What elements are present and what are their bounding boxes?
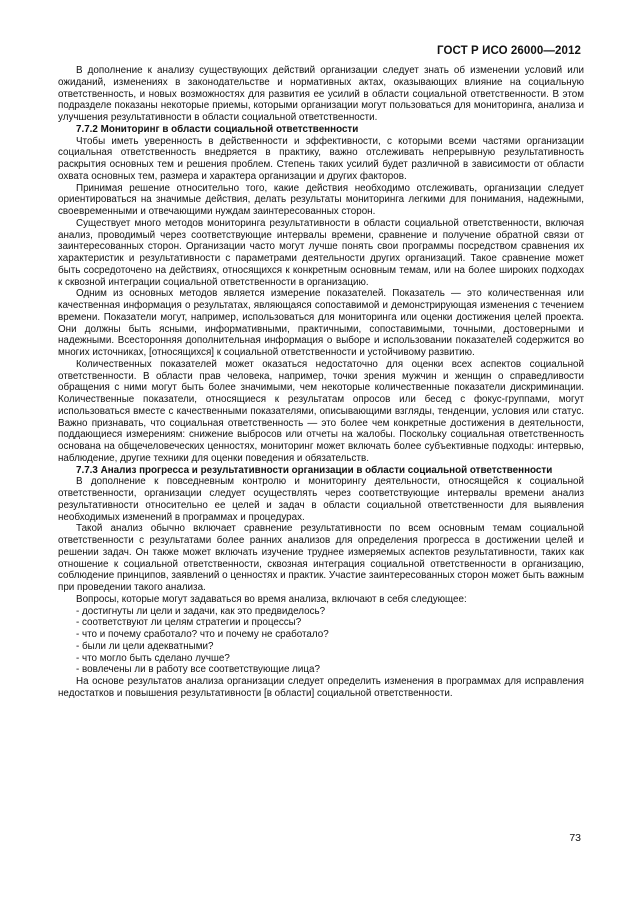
page-number: 73 bbox=[569, 832, 581, 844]
paragraph: Одним из основных методов является измерение показателей. Показатель — это количественная или качественная информация о результатах, являющаяся сопоставимой и демонстрирующая изменения с течением времени. Показатели могут, например, использоваться для мониторинга или оценки достижения целей проекта. Они должны быть ясными, информативными, практичными, сопоставимыми, точными, достоверными и надежными. Всесторонняя дополнительная информация о выборе и использовании показателей содержится во многих источниках, [относящихся] к социальной ответственности и устойчивому развитию. bbox=[58, 288, 584, 358]
intro-paragraph: В дополнение к анализу существующих действий организации следует знать об изменении условий или ожиданий, изменениях в законодательстве и нормативных актах, оказывающих влияние на социальную ответственность, и новых возможностях для развития ее усилий в области социальной ответственности. В этом подразделе показаны некоторые приемы, которыми организации могут пользоваться для мониторинга, анализа и улучшения результативности в области социальной ответственности. bbox=[58, 65, 584, 123]
list-item: - достигнуты ли цели и задачи, как это предвиделось? bbox=[76, 605, 326, 617]
paragraph: В дополнение к повседневным контролю и мониторингу деятельности, относящейся к социальной ответственности, организации следует осуществлять через соответствующие интервалы времени анализ результативности относительно ее целей и задач в области социальной ответственности для выявления необходимых изменений в программах и процедурах. bbox=[58, 476, 584, 523]
standard-header: ГОСТ Р ИСО 26000—2012 bbox=[436, 45, 581, 57]
list-item: - вовлечены ли в работу все соответствующие лица? bbox=[76, 664, 320, 676]
page-body bbox=[58, 65, 584, 700]
closing-paragraph: На основе результатов анализа организации следует определить изменения в программах для исправления недостатков и повышения результативности [в области] социальной ответственности. bbox=[58, 676, 584, 699]
paragraph: Вопросы, которые могут задаваться во время анализа, включают в себя следующее: bbox=[76, 593, 467, 605]
list-item: - что и почему сработало? что и почему не сработало? bbox=[76, 629, 329, 640]
questions-list bbox=[58, 606, 584, 677]
paragraph: Чтобы иметь уверенность в действенности и эффективности, с которыми всеми частями организации социальная ответственность внедряется в практику, важно отслеживать непрерывную результативность раскрытия основных тем и решения проблем. Степень таких усилий будет различной в зависимости от области охвата основных тем, размера и характера организации и других факторов. bbox=[58, 135, 584, 182]
paragraph: Такой анализ обычно включает сравнение результативности по всем основным темам социальной ответственности с результатами более ранних анализов для определения прогресса в достижении целей и решении задач. Он также может включать изучение труднее измеряемых аспектов результативности, таких как отношение к социальной ответственности, сквозная интеграция социальной ответственности в организацию, соблюдение принципов, заявлений о ценностях и практик. Участие заинтересованных сторон может быть важным при проведении такого анализа. bbox=[58, 523, 584, 593]
list-item: - были ли цели адекватными? bbox=[76, 640, 214, 652]
section-heading-7-7-3: 7.7.3 Анализ прогресса и результативности организации в области социальной ответственности bbox=[76, 464, 553, 476]
list-item: - что могло быть сделано лучше? bbox=[76, 652, 230, 664]
paragraph: Принимая решение относительно того, какие действия необходимо отслеживать, организации следует ориентироваться на значимые действия, делать результаты мониторинга легкими для понимания, надежными, своевременными и отвечающими нуждам заинтересованных сторон. bbox=[58, 182, 584, 217]
section-heading-7-7-2: 7.7.2 Мониторинг в области социальной ответственности bbox=[76, 123, 359, 135]
paragraph: Существует много методов мониторинга результативности в области социальной ответственности, включая анализ, проводимый через соответствующие интервалы времени, сравнение и получение обратной связи от заинтересованных сторон. Организации часто могут лучше понять свои программы посредством сравнения их характеристик и результативности с параметрами деятельности других организаций. Такое сравнение может быть сосредоточено на действиях, относящихся к конкретным основным темам, или на более широких подходах к сквозной интеграции социальной ответственности в организацию. bbox=[58, 217, 584, 288]
list-item: - соответствуют ли целям стратегии и процессы? bbox=[76, 617, 302, 629]
paragraph: Количественных показателей может оказаться недостаточно для оценки всех аспектов социальной ответственности. В области прав человека, например, точки зрения мужчин и женщин о справедливости обращения с ними могут быть более значимыми, чем некоторые количественные показатели дискриминации. Количественные показатели, относящиеся к результатам опросов или бесед с фокус-группами, могут использоваться вместе с качественными показателями, описывающими взгляды, тенденции, условия или статус. Важно признавать, что социальная ответственность — это более чем конкретные достижения в деятельности, поддающиеся измерениям: снижение выбросов или отчеты на жалобы. Поскольку социальная ответственность основана на общечеловеческих ценностях, мониторинг может включать более субъективные подходы: интервью, наблюдение, другие техники для оценки поведения и обязательств. bbox=[58, 358, 584, 464]
